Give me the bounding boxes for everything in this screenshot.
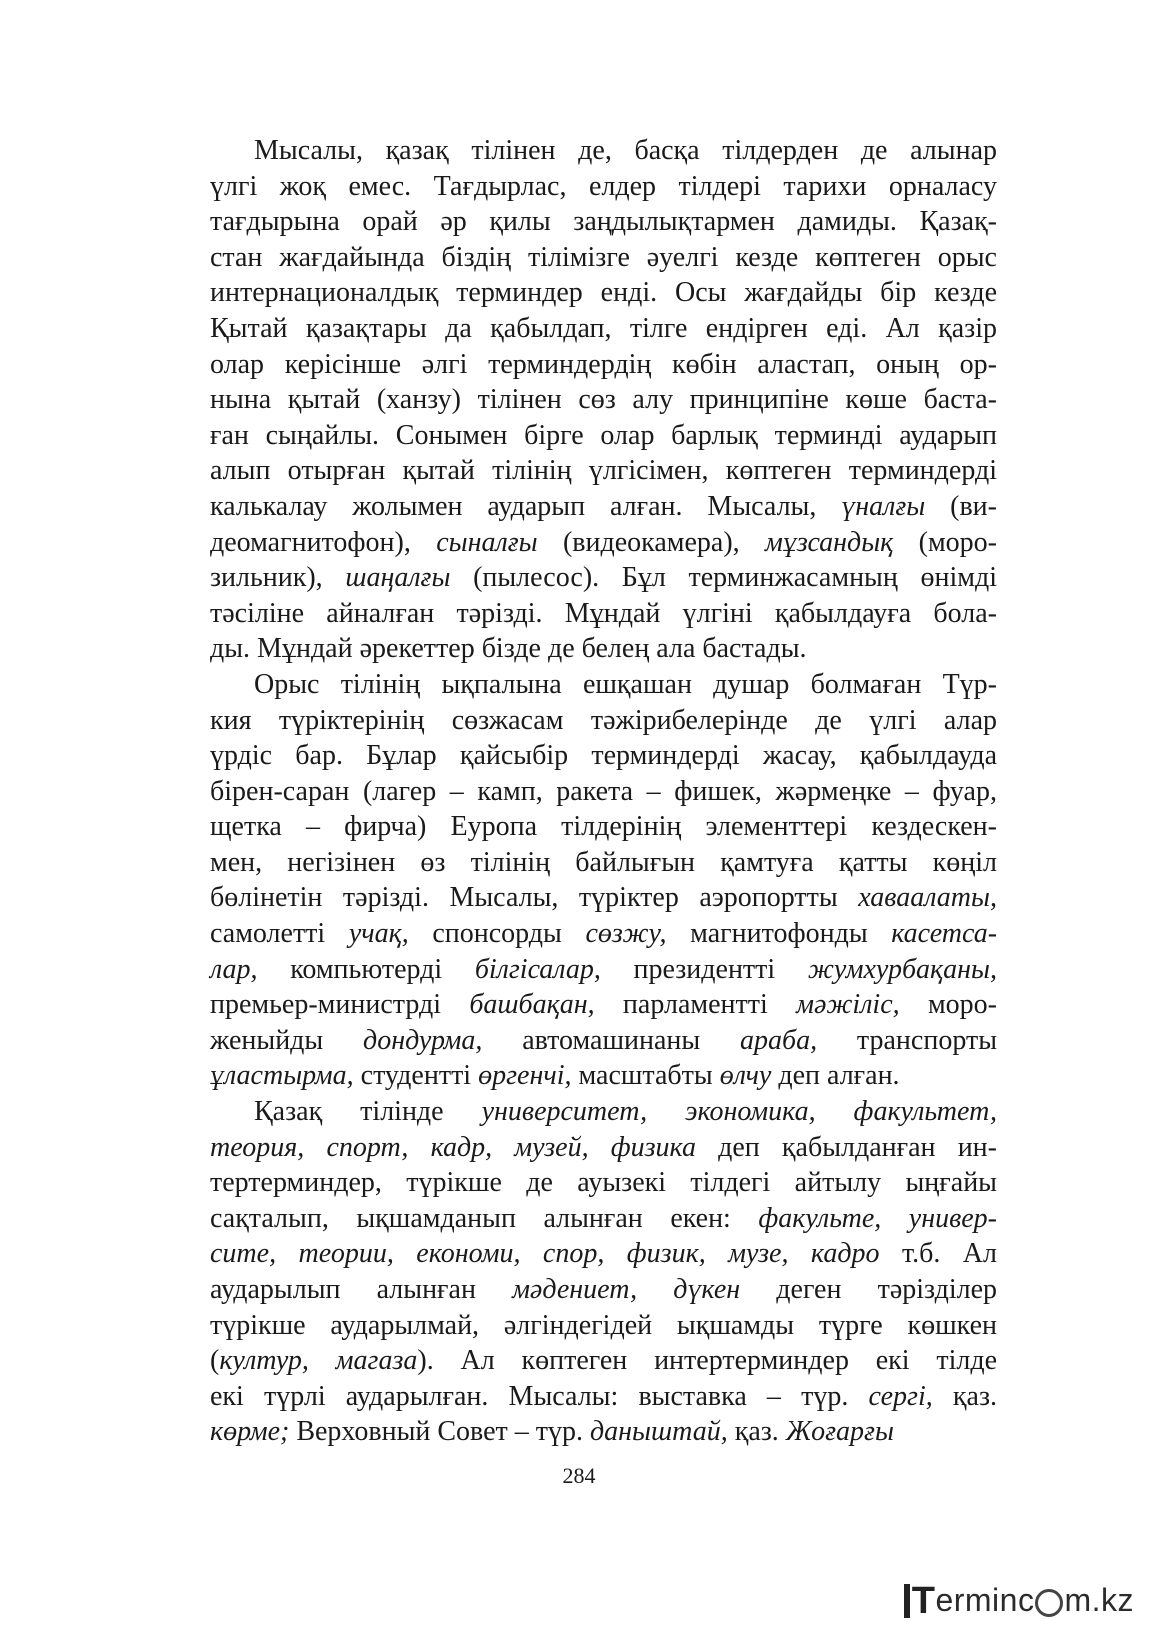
italic-term: мұзсандық bbox=[765, 526, 894, 558]
text-segment: қаз. bbox=[932, 1380, 998, 1412]
watermark-o-circle-icon bbox=[1035, 1589, 1063, 1617]
text-segment: үлгі жоқ емес. Тағдырлас, елдер тілдері тарихи орналасу bbox=[210, 170, 997, 202]
text-segment: мен, негізінен өз тілінің байлығын қамтуға қатты көңіл bbox=[210, 846, 997, 878]
text-segment: аударылып алынған bbox=[210, 1274, 513, 1305]
text-line bbox=[210, 489, 997, 525]
text-line bbox=[210, 560, 997, 596]
text-line bbox=[210, 169, 997, 205]
text-segment: (пылесос). Бұл терминжасамның өнімді bbox=[450, 562, 997, 594]
text-segment: (видеокамера), bbox=[537, 526, 766, 558]
text-segment: Орыс тілінің ықпалына ешқашан душар болмаған Түр- bbox=[254, 668, 997, 700]
italic-term: көрме; bbox=[210, 1416, 290, 1448]
text-segment: ған сыңайлы. Сонымен бірге олар барлық терминді аударып bbox=[210, 419, 997, 451]
text-segment: Қазақ тілінде bbox=[254, 1096, 482, 1128]
italic-term: сергі, bbox=[868, 1380, 933, 1412]
italic-term: хаваалаты, bbox=[858, 882, 997, 914]
watermark-text-middle: erminc bbox=[935, 1582, 1035, 1618]
text-line bbox=[210, 204, 997, 240]
watermark-t-glyph: T bbox=[904, 1584, 936, 1618]
text-line bbox=[210, 952, 997, 988]
text-line bbox=[210, 1272, 997, 1308]
text-segment: үрдіс бар. Бұлар қайсыбір терминдерді жасау, қабылдауда bbox=[210, 740, 997, 772]
text-segment: транспорты bbox=[817, 1024, 997, 1056]
paragraph bbox=[210, 1094, 997, 1450]
text-segment: олар керісінше әлгі терминдердің көбін аластап, оның ор- bbox=[210, 348, 997, 380]
italic-term: култур, магаза bbox=[219, 1345, 418, 1377]
text-segment: түрікше аударылмай, әлгіндегідей ықшамды түрге көшкен bbox=[210, 1309, 997, 1341]
italic-term: мәжіліс, bbox=[796, 989, 900, 1021]
text-segment: тәсіліне айналған тәрізді. Мұндай үлгіні қабылдауға бола- bbox=[210, 597, 997, 629]
text-segment: кия түріктерінің сөзжасам тәжірибелерінде де үлгі алар bbox=[210, 704, 997, 736]
text-segment: алып отырған қытай тілінің үлгісімен, көптеген терминдерді bbox=[210, 455, 997, 487]
text-segment: екі түрлі аударылған. Мысалы: выставка – түр. bbox=[210, 1380, 869, 1412]
text-line bbox=[210, 240, 997, 276]
italic-term: мәдениет, дүкен bbox=[512, 1274, 741, 1305]
text-line bbox=[210, 916, 997, 952]
page-number: 284 bbox=[562, 1463, 596, 1488]
italic-term: сите, теории, економи, спор, физик, музе, кадро bbox=[210, 1238, 880, 1270]
text-line bbox=[210, 1379, 997, 1415]
text-segment: деп алған. bbox=[771, 1060, 900, 1092]
italic-term: дондурма, bbox=[363, 1024, 483, 1056]
text-line bbox=[210, 1236, 997, 1272]
paragraph bbox=[210, 133, 997, 667]
text-line bbox=[210, 631, 997, 667]
text-segment: спонсорды bbox=[408, 918, 586, 950]
italic-term: даныштай, bbox=[590, 1416, 728, 1448]
text-line bbox=[210, 596, 997, 632]
text-segment: деген тәріздiлер bbox=[740, 1274, 997, 1305]
text-line bbox=[210, 987, 997, 1023]
text-line bbox=[210, 1414, 997, 1450]
text-line bbox=[210, 275, 997, 311]
text-line bbox=[210, 774, 997, 810]
text-line bbox=[210, 382, 997, 418]
italic-term: үналғы bbox=[841, 490, 926, 522]
text-line bbox=[210, 1343, 997, 1379]
text-line bbox=[210, 738, 997, 774]
text-segment: Қытай қазақтары да қабылдап, тілге ендірген еді. Ал қазір bbox=[210, 312, 997, 344]
text-line bbox=[210, 525, 997, 561]
text-line bbox=[210, 453, 997, 489]
text-segment: сақталып, ықшамданып алынған екен: bbox=[210, 1202, 759, 1234]
text-line bbox=[210, 418, 997, 454]
text-line bbox=[210, 703, 997, 739]
text-segment: нына қытай (ханзу) тілінен сөз алу принципіне көше баста- bbox=[210, 384, 997, 416]
text-segment: тағдырына орай әр қилы заңдылықтармен дамиды. Қазақ- bbox=[210, 206, 997, 238]
watermark-text-end: m.kz bbox=[1064, 1582, 1134, 1618]
text-segment: қаз. bbox=[727, 1416, 786, 1448]
text-segment: интернационалдық терминдер енді. Осы жағдайды бір кезде bbox=[210, 277, 997, 309]
text-line bbox=[210, 1058, 997, 1094]
text-segment: калькалау жолымен аударып алған. Мысалы, bbox=[210, 490, 842, 522]
italic-term: өргенчі, bbox=[478, 1060, 572, 1092]
text-segment: моро- bbox=[899, 989, 997, 1021]
text-segment: президентті bbox=[600, 953, 808, 985]
text-segment: премьер-министрді bbox=[210, 989, 470, 1021]
text-line bbox=[210, 667, 997, 703]
page-body-text bbox=[210, 133, 997, 1450]
text-line bbox=[210, 845, 997, 881]
text-segment: стан жағдайында біздің тілімізге әуелгі кезде көптеген орыс bbox=[210, 241, 997, 273]
text-segment: ). Ал көптеген интертерминдер екі тілде bbox=[417, 1345, 997, 1377]
text-segment: ( bbox=[210, 1345, 220, 1377]
text-segment: (ви- bbox=[925, 490, 997, 522]
italic-term: араба, bbox=[740, 1024, 818, 1056]
italic-term: учақ, bbox=[348, 918, 409, 950]
italic-term: сөзжу, bbox=[585, 918, 667, 950]
text-segment: зильник), bbox=[210, 562, 346, 594]
italic-term: сыналғы bbox=[436, 526, 538, 558]
italic-term: шаңалғы bbox=[345, 562, 451, 594]
text-line bbox=[210, 1308, 997, 1344]
text-segment: тертерминдер, түрікше де ауызекі тілдегі айтылу ыңғайы bbox=[210, 1167, 997, 1199]
italic-term: касетса- bbox=[891, 918, 998, 950]
text-line bbox=[210, 311, 997, 347]
italic-term: білгісалар, bbox=[474, 953, 601, 985]
text-line bbox=[210, 347, 997, 383]
text-segment: компьютерді bbox=[257, 953, 475, 985]
text-segment: автомашинаны bbox=[482, 1024, 741, 1056]
text-line bbox=[210, 1023, 997, 1059]
text-segment: бірен-саран (лагер – камп, ракета – фишек, жәрмеңке – фуар, bbox=[210, 775, 997, 807]
text-segment: щетка – фирча) Еуропа тілдерінің элементтері кездескен- bbox=[210, 811, 997, 843]
text-segment: масштабты bbox=[571, 1060, 720, 1092]
text-segment: бөлінетін тәрізді. Мысалы, түріктер аэропортты bbox=[210, 882, 859, 914]
text-segment: парламентті bbox=[594, 989, 797, 1021]
italic-term: теория, спорт, кадр, музей, физика bbox=[210, 1131, 696, 1163]
text-segment: т.б. Ал bbox=[879, 1238, 997, 1270]
text-segment: женыйды bbox=[210, 1024, 364, 1056]
text-segment: (моро- bbox=[893, 526, 997, 558]
termincom-watermark-logo bbox=[904, 1579, 1134, 1622]
text-segment: Верховный Совет – түр. bbox=[289, 1416, 590, 1448]
text-line bbox=[210, 1094, 997, 1130]
text-segment: студентті bbox=[353, 1060, 479, 1092]
text-segment: деп қабылданған ин- bbox=[695, 1131, 997, 1163]
text-segment: Мысалы, қазақ тілінен де, басқа тілдерден де алынар bbox=[254, 135, 997, 166]
italic-term: ұластырма, bbox=[210, 1060, 354, 1092]
text-line bbox=[210, 133, 997, 169]
text-segment: ды. Мұндай әрекеттер бізде де белең ала бастады. bbox=[210, 633, 807, 665]
italic-term: университет, экономика, факультет, bbox=[481, 1096, 997, 1128]
italic-term: өлчу bbox=[719, 1060, 772, 1092]
text-line bbox=[210, 1165, 997, 1201]
text-line bbox=[210, 1130, 997, 1166]
text-segment: деомагнитофон), bbox=[210, 526, 437, 558]
text-segment: самолетті bbox=[210, 918, 349, 950]
paragraph bbox=[210, 667, 997, 1094]
italic-term: факульте, универ- bbox=[758, 1202, 998, 1234]
italic-term: жумхурбақаны, bbox=[807, 953, 997, 985]
text-line bbox=[210, 809, 997, 845]
italic-term: Жоғарғы bbox=[785, 1416, 894, 1448]
text-line bbox=[210, 880, 997, 916]
italic-term: лар, bbox=[210, 953, 258, 985]
text-segment: магнитофонды bbox=[666, 918, 892, 950]
italic-term: башбақан, bbox=[469, 989, 595, 1021]
text-line bbox=[210, 1201, 997, 1237]
